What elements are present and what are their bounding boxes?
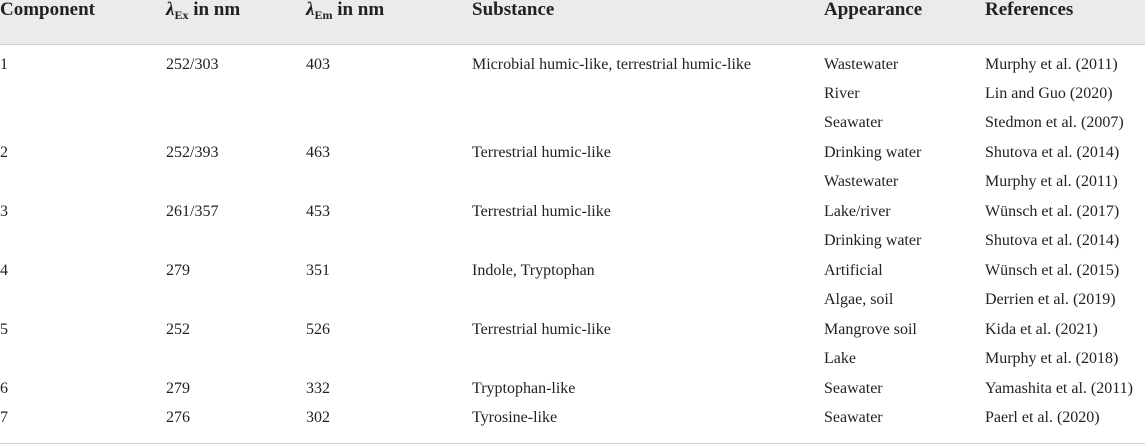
header-ex-unit: in nm: [188, 0, 241, 20]
cell-appearance: Wastewater: [824, 173, 899, 190]
cell-component: 2: [0, 144, 8, 161]
cell-reference: Murphy et al. (2011): [985, 56, 1118, 73]
table-row: [0, 315, 1145, 344]
cell-appearance: Drinking water: [824, 232, 922, 249]
cell-reference: Stedmon et al. (2007): [985, 114, 1124, 131]
cell-substance: Indole, Tryptophan: [472, 262, 595, 279]
cell-substance: Tyrosine-like: [472, 409, 558, 426]
cell-reference: Lin and Guo (2020): [985, 85, 1113, 102]
header-substance: Substance: [472, 0, 555, 20]
cell-appearance: Drinking water: [824, 144, 922, 161]
cell-appearance: Lake: [824, 350, 856, 367]
table-row: [0, 256, 1145, 285]
cell-appearance: Mangrove soil: [824, 321, 917, 338]
cell-appearance: Artificial: [824, 262, 883, 279]
table-row: [0, 374, 1145, 403]
cell-component: 7: [0, 409, 8, 426]
header-references: References: [985, 0, 1074, 20]
header-em-unit: in nm: [332, 0, 385, 20]
cell-emission: 403: [306, 56, 330, 73]
header-emission: [306, 0, 385, 22]
cell-excitation: 276: [166, 409, 190, 426]
header-excitation: [166, 0, 241, 22]
header-ex-symbol: λ: [166, 0, 175, 20]
cell-appearance: River: [824, 85, 860, 102]
cell-appearance: Wastewater: [824, 56, 899, 73]
cell-reference: Murphy et al. (2018): [985, 350, 1119, 367]
cell-appearance: Algae, soil: [824, 291, 894, 308]
cell-excitation: 279: [166, 262, 190, 279]
cell-reference: Murphy et al. (2011): [985, 173, 1118, 190]
cell-reference: Yamashita et al. (2011): [985, 380, 1133, 397]
cell-excitation: 279: [166, 380, 190, 397]
table-bottom-rule: [0, 443, 1145, 444]
table-row: [0, 79, 1145, 108]
cell-component: 6: [0, 380, 8, 397]
header-em-subscript: Em: [314, 8, 333, 22]
cell-emission: 302: [306, 409, 330, 426]
cell-reference: Derrien et al. (2019): [985, 291, 1116, 308]
cell-substance: Tryptophan-like: [472, 380, 576, 397]
table-row: [0, 167, 1145, 196]
cell-emission: 351: [306, 262, 330, 279]
table-row: [0, 138, 1145, 167]
cell-emission: 526: [306, 321, 330, 338]
table-row: [0, 344, 1145, 373]
cell-substance: Terrestrial humic-like: [472, 144, 611, 161]
cell-component: 5: [0, 321, 8, 338]
cell-component: 1: [0, 56, 8, 73]
table-row: [0, 50, 1145, 79]
cell-excitation: 252: [166, 321, 190, 338]
table-row: [0, 226, 1145, 255]
cell-appearance: Seawater: [824, 380, 883, 397]
header-appearance: Appearance: [824, 0, 923, 20]
cell-emission: 463: [306, 144, 330, 161]
cell-substance: Terrestrial humic-like: [472, 321, 611, 338]
table-row: [0, 108, 1145, 137]
table-row: [0, 197, 1145, 226]
table-row: [0, 403, 1145, 432]
cell-component: 4: [0, 262, 8, 279]
header-em-symbol: λ: [306, 0, 315, 20]
cell-emission: 332: [306, 380, 330, 397]
cell-emission: 453: [306, 203, 330, 220]
cell-appearance: Seawater: [824, 409, 883, 426]
cell-excitation: 252/303: [166, 56, 219, 73]
cell-reference: Shutova et al. (2014): [985, 232, 1120, 249]
cell-reference: Wünsch et al. (2015): [985, 262, 1120, 279]
header-component: Component: [0, 0, 96, 20]
header-ex-subscript: Ex: [174, 8, 189, 22]
cell-excitation: 261/357: [166, 203, 219, 220]
cell-component: 3: [0, 203, 8, 220]
cell-appearance: Seawater: [824, 114, 883, 131]
cell-reference: Wünsch et al. (2017): [985, 203, 1120, 220]
cell-excitation: 252/393: [166, 144, 219, 161]
table-header: [0, 0, 1145, 45]
cell-substance: Microbial humic-like, terrestrial humic-like: [472, 56, 752, 73]
table-row: [0, 285, 1145, 314]
cell-substance: Terrestrial humic-like: [472, 203, 611, 220]
cell-reference: Kida et al. (2021): [985, 321, 1098, 338]
cell-appearance: Lake/river: [824, 203, 891, 220]
cell-reference: Paerl et al. (2020): [985, 409, 1100, 426]
cell-reference: Shutova et al. (2014): [985, 144, 1120, 161]
